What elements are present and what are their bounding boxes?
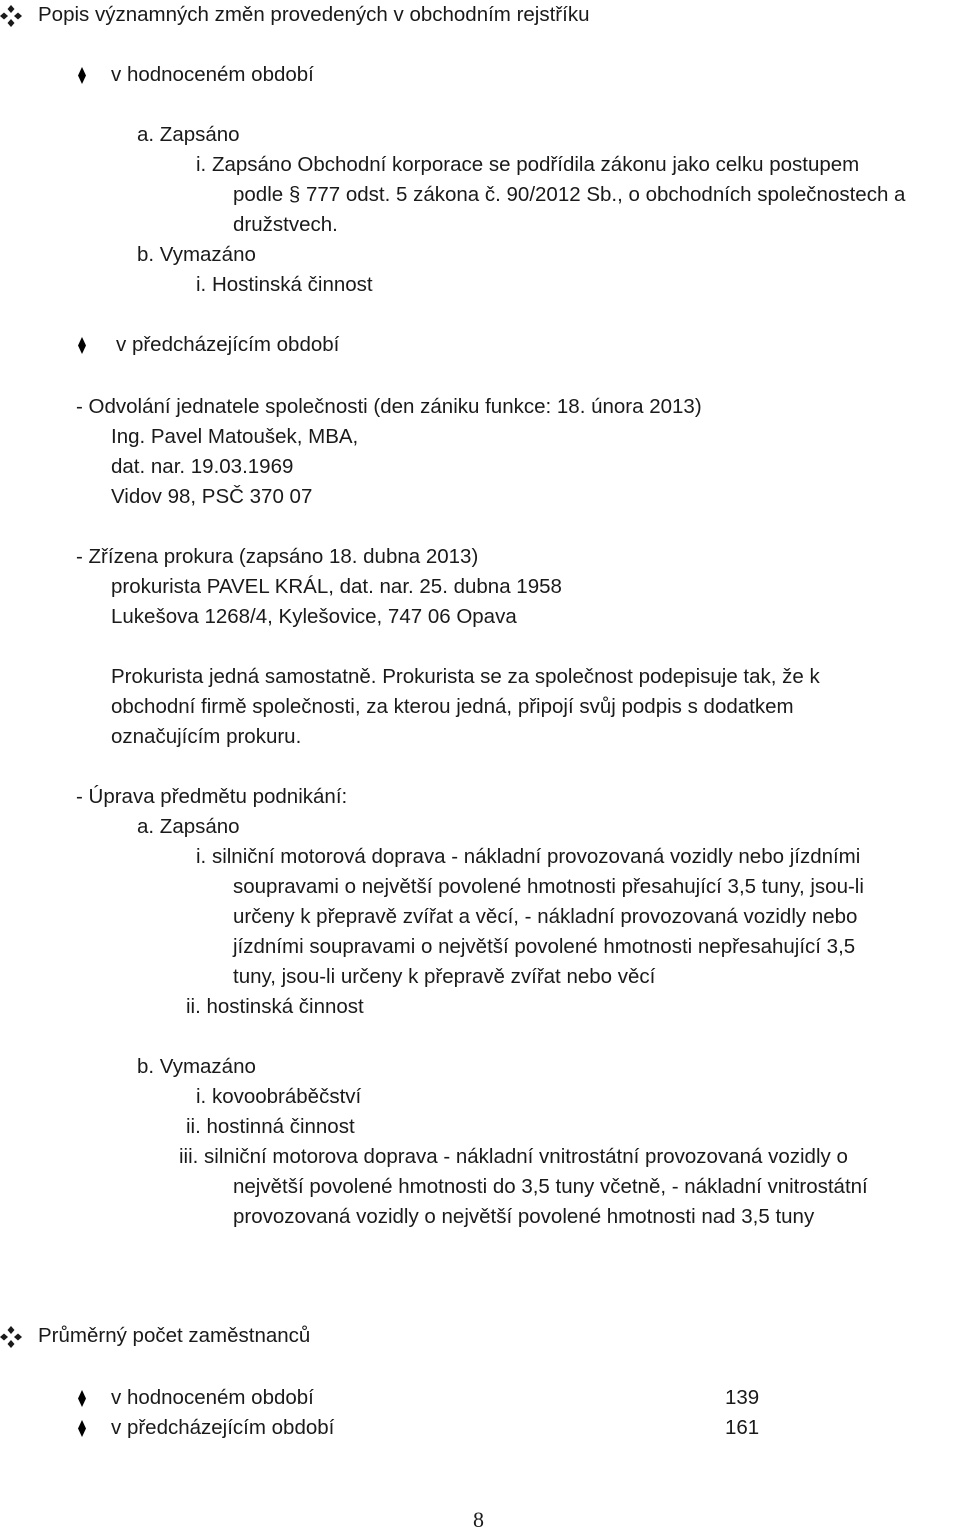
list-item: Vidov 98, PSČ 370 07 <box>111 485 313 508</box>
employees-row-label: v předcházejícím období <box>111 1416 335 1439</box>
page-number: 8 <box>473 1507 484 1532</box>
employees-row-label: v hodnoceném období <box>111 1386 314 1409</box>
four-diamond-icon <box>0 1326 22 1348</box>
employees-row-value: 161 <box>725 1416 760 1439</box>
list-item: Lukešova 1268/4, Kylešovice, 747 06 Opava <box>111 605 517 628</box>
list-item: - Odvolání jednatele společnosti (den zániku funkce: 18. února 2013) <box>76 395 702 418</box>
previous-period-label: v předcházejícím období <box>116 333 340 356</box>
list-item: soupravami o největší povolené hmotnosti přesahující 3,5 tuny, jsou-li <box>233 875 864 898</box>
list-item: dat. nar. 19.03.1969 <box>111 455 294 478</box>
list-item: - Úprava předmětu podnikání: <box>76 785 348 808</box>
list-item: - Zřízena prokura (zapsáno 18. dubna 2013) <box>76 545 479 568</box>
list-item: i. Hostinská činnost <box>196 273 373 296</box>
paragraph-line: označujícím prokuru. <box>111 725 302 748</box>
list-item: družstvech. <box>233 213 338 236</box>
list-item: b. Vymazáno <box>137 1055 256 1078</box>
list-item: prokurista PAVEL KRÁL, dat. nar. 25. dubna 1958 <box>111 575 562 598</box>
section-heading-employees: Průměrný počet zaměstnanců <box>38 1324 311 1347</box>
list-item: i. Zapsáno Obchodní korporace se podřídila zákonu jako celku postupem <box>196 153 860 176</box>
employees-row-value: 139 <box>725 1386 760 1409</box>
four-diamond-icon <box>0 5 22 27</box>
list-item: i. silniční motorová doprava - nákladní provozovaná vozidly nebo jízdními <box>196 845 861 868</box>
list-item: iii. silniční motorova doprava - nákladní vnitrostátní provozovaná vozidly o <box>179 1145 848 1168</box>
list-item: největší povolené hmotnosti do 3,5 tuny včetně, - nákladní vnitrostátní <box>233 1175 868 1198</box>
list-item: provozovaná vozidly o největší povolené hmotnosti nad 3,5 tuny <box>233 1205 815 1228</box>
paragraph-line: obchodní firmě společnosti, za kterou jedná, připojí svůj podpis s dodatkem <box>111 695 794 718</box>
diamond-icon <box>78 337 86 354</box>
current-period-label: v hodnoceném období <box>111 63 314 86</box>
diamond-icon <box>78 1390 86 1407</box>
list-item: a. Zapsáno <box>137 123 240 146</box>
list-item: tuny, jsou-li určeny k přepravě zvířat nebo věcí <box>233 965 656 988</box>
list-item: určeny k přepravě zvířat a věcí, - nákladní provozovaná vozidly nebo <box>233 905 858 928</box>
diamond-icon <box>78 67 86 84</box>
list-item: b. Vymazáno <box>137 243 256 266</box>
list-item: Ing. Pavel Matoušek, MBA, <box>111 425 359 448</box>
list-item: ii. hostinná činnost <box>186 1115 355 1138</box>
section-heading-changes: Popis významných změn provedených v obchodním rejstříku <box>38 3 590 26</box>
list-item: podle § 777 odst. 5 zákona č. 90/2012 Sb., o obchodních společnostech a <box>233 183 906 206</box>
diamond-icon <box>78 1420 86 1437</box>
list-item: ii. hostinská činnost <box>186 995 364 1018</box>
list-item: a. Zapsáno <box>137 815 240 838</box>
paragraph-line: Prokurista jedná samostatně. Prokurista se za společnost podepisuje tak, že k <box>111 665 820 688</box>
list-item: i. kovoobráběčství <box>196 1085 362 1108</box>
list-item: jízdními soupravami o největší povolené hmotnosti nepřesahující 3,5 <box>233 935 856 958</box>
